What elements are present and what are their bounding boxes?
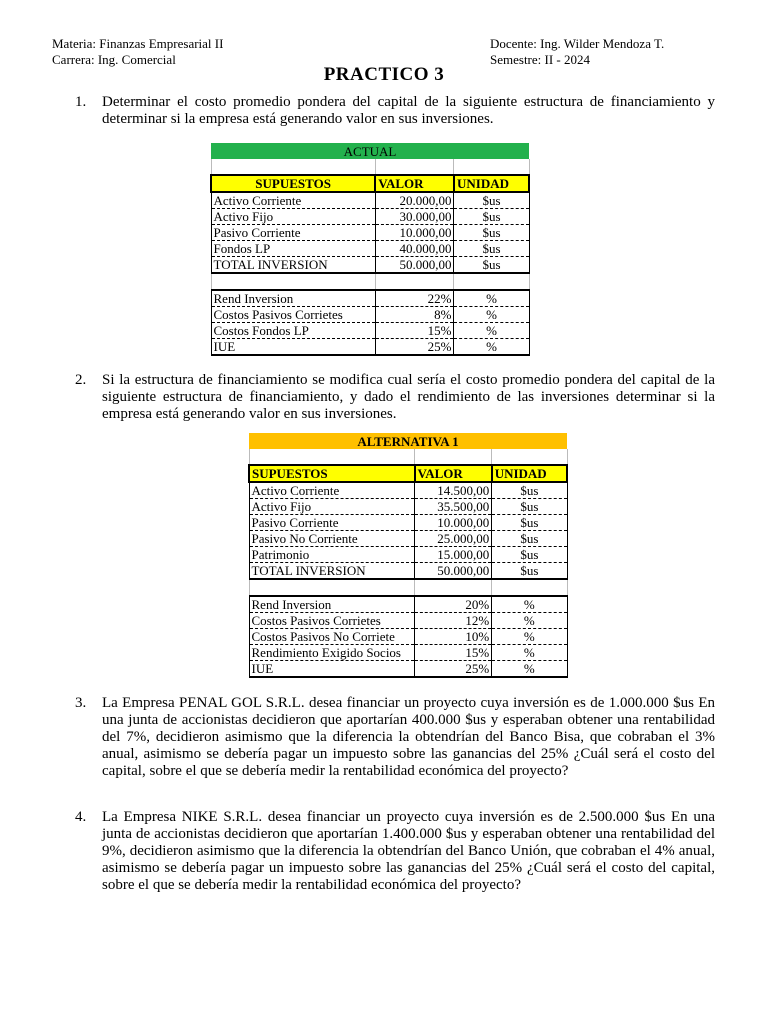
row-value: 10% <box>415 629 492 645</box>
row-unit: $us <box>454 225 529 241</box>
row-label: Rend Inversion <box>249 596 415 613</box>
row-label: Rendimiento Exigido Socios <box>249 645 415 661</box>
row-unit: % <box>492 613 567 629</box>
row-label: IUE <box>249 661 415 678</box>
row-unit: $us <box>492 482 567 499</box>
question-number: 3. <box>75 695 87 711</box>
table-row <box>211 290 529 307</box>
row-value: 40.000,00 <box>375 241 454 257</box>
row-unit: % <box>454 339 529 356</box>
row-unit: % <box>492 645 567 661</box>
column-header: UNIDAD <box>454 175 529 192</box>
column-header: VALOR <box>375 175 454 192</box>
row-label: Patrimonio <box>249 547 415 563</box>
table-row <box>211 209 529 225</box>
column-header: SUPUESTOS <box>211 175 375 192</box>
row-label: Activo Fijo <box>211 209 375 225</box>
question-text: La Empresa NIKE S.R.L. desea financiar un proyecto cuya inversión es de 2.500.000 $us En una junta de accionistas decidieron que aportarían 1.400.000 $us y esperaban obtener una rentabilidad del 9%, decidieron asimismo que la diferencia la obtendrían del Banco Unión, que cobraban el 4% anual, asimismo se debería pagar un impuesto sobre las ganancias del 25% ¿Cuál será el costo del capital, sobre el que se debería medir la rentabilidad económica del proyecto? <box>102 809 715 893</box>
column-header: SUPUESTOS <box>249 465 415 482</box>
row-label: Costos Pasivos No Corriete <box>249 629 415 645</box>
question-2 <box>75 372 715 423</box>
table-row <box>249 499 567 515</box>
question-3 <box>75 695 715 780</box>
row-value: 35.500,00 <box>415 499 492 515</box>
table-row <box>211 307 529 323</box>
question-4 <box>75 809 715 894</box>
row-unit: % <box>492 661 567 678</box>
header-carrera: Carrera: Ing. Comercial <box>52 52 176 67</box>
table-row <box>249 645 567 661</box>
table-row <box>211 323 529 339</box>
table-alternativa-1 <box>248 433 568 678</box>
row-unit: $us <box>492 547 567 563</box>
table-row <box>249 531 567 547</box>
row-label: Activo Corriente <box>211 192 375 209</box>
row-unit: $us <box>492 563 567 580</box>
row-value: 25% <box>375 339 454 356</box>
table-row <box>249 547 567 563</box>
question-text: Determinar el costo promedio pondera del capital de la siguiente estructura de financiamiento y determinar si la empresa está generando valor en sus inversiones. <box>102 94 715 127</box>
row-label: Rend Inversion <box>211 290 375 307</box>
row-value: 14.500,00 <box>415 482 492 499</box>
table-row <box>211 225 529 241</box>
row-value: 12% <box>415 613 492 629</box>
question-number: 4. <box>75 809 87 825</box>
table-banner: ALTERNATIVA 1 <box>249 433 567 449</box>
table-row <box>211 339 529 356</box>
table-row <box>249 563 567 580</box>
table-row <box>211 257 529 274</box>
row-unit: % <box>454 307 529 323</box>
row-label: Pasivo Corriente <box>249 515 415 531</box>
row-unit: $us <box>454 192 529 209</box>
row-value: 25% <box>415 661 492 678</box>
header-materia: Materia: Finanzas Empresarial II <box>52 36 224 51</box>
table-row <box>249 515 567 531</box>
header-semestre: Semestre: II - 2024 <box>490 52 591 67</box>
table-row <box>249 596 567 613</box>
row-value: 50.000,00 <box>375 257 454 274</box>
table-row <box>249 661 567 678</box>
row-label: TOTAL INVERSION <box>249 563 415 580</box>
row-unit: % <box>454 323 529 339</box>
row-unit: % <box>454 290 529 307</box>
row-value: 15% <box>375 323 454 339</box>
row-value: 15.000,00 <box>415 547 492 563</box>
table-banner: ACTUAL <box>211 143 529 159</box>
row-unit: $us <box>454 257 529 274</box>
table-row <box>211 241 529 257</box>
row-value: 30.000,00 <box>375 209 454 225</box>
column-header: UNIDAD <box>492 465 567 482</box>
row-label: Fondos LP <box>211 241 375 257</box>
row-value: 10.000,00 <box>375 225 454 241</box>
row-unit: $us <box>492 531 567 547</box>
row-label: Activo Corriente <box>249 482 415 499</box>
row-label: Costos Fondos LP <box>211 323 375 339</box>
table-actual <box>210 143 530 356</box>
row-unit: $us <box>492 499 567 515</box>
table-row <box>211 192 529 209</box>
row-unit: $us <box>454 209 529 225</box>
column-header: VALOR <box>415 465 492 482</box>
question-text: Si la estructura de financiamiento se modifica cual sería el costo promedio pondera del capital de la siguiente estructura de financiamiento, y dado el rendimiento de las inversiones determinar si la empresa está generando valor en sus inversiones. <box>102 372 715 422</box>
row-label: Pasivo Corriente <box>211 225 375 241</box>
row-label: TOTAL INVERSION <box>211 257 375 274</box>
row-value: 25.000,00 <box>415 531 492 547</box>
row-value: 15% <box>415 645 492 661</box>
row-unit: % <box>492 596 567 613</box>
row-value: 8% <box>375 307 454 323</box>
question-text: La Empresa PENAL GOL S.R.L. desea financiar un proyecto cuya inversión es de 1.000.000 $us En una junta de accionistas decidieron que aportarían 400.000 $us y esperaban obtener una rentabilidad del 7%, decidieron asimismo que la diferencia la obtendrían del Banco Bisa, que cobraban el 3% anual, asimismo se debería pagar un impuesto sobre las ganancias del 25% ¿Cuál será el costo del capital, sobre el que se debería medir la rentabilidad económica del proyecto? <box>102 695 715 779</box>
question-number: 1. <box>75 94 87 110</box>
row-unit: $us <box>454 241 529 257</box>
row-value: 20% <box>415 596 492 613</box>
row-label: Costos Pasivos Corrietes <box>211 307 375 323</box>
question-1 <box>75 94 715 128</box>
table-row <box>249 482 567 499</box>
table-row <box>249 629 567 645</box>
question-number: 2. <box>75 372 87 388</box>
header-docente: Docente: Ing. Wilder Mendoza T. <box>490 36 665 51</box>
row-value: 50.000,00 <box>415 563 492 580</box>
row-value: 20.000,00 <box>375 192 454 209</box>
row-value: 22% <box>375 290 454 307</box>
page-title: PRACTICO 3 <box>323 64 445 85</box>
row-unit: $us <box>492 515 567 531</box>
row-label: Costos Pasivos Corrietes <box>249 613 415 629</box>
row-label: IUE <box>211 339 375 356</box>
row-unit: % <box>492 629 567 645</box>
table-row <box>249 613 567 629</box>
row-label: Pasivo No Corriente <box>249 531 415 547</box>
row-value: 10.000,00 <box>415 515 492 531</box>
row-label: Activo Fijo <box>249 499 415 515</box>
